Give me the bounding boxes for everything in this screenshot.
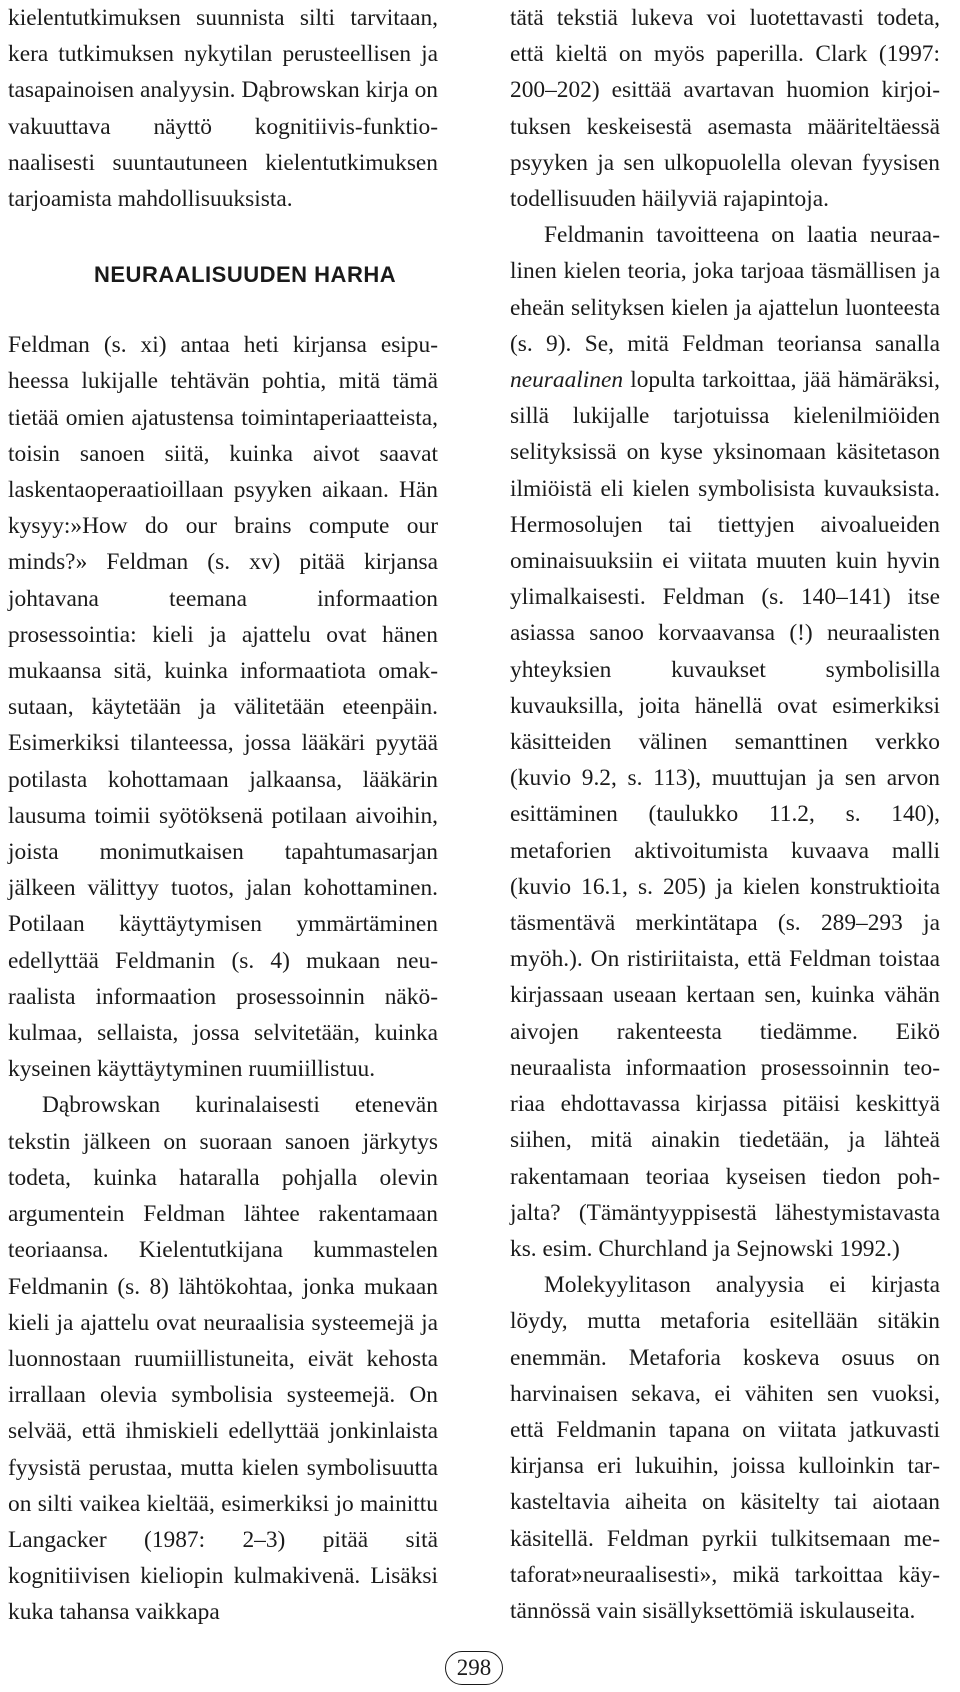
right-column xyxy=(510,0,940,1629)
paragraph xyxy=(510,217,940,1267)
paragraph: Feldman (s. xi) antaa heti kirjansa esipuheessa lukijalle tehtävän pohtia, mitä tämä tietää omien ajatustensa toimintaperiaatteista, toisin sanoen siitä, kuinka aivot saavat laskentaoperaatioillaan psyyken aikaan. Hän kysyy:»How do our brains compute our minds?» Feldman (s. xv) pitää kirjansa johtavana teemana informaation prosessointia: kieli ja ajattelu ovat hänen mukaansa sitä, kuinka informaatiota omaksutaan, käytetään ja välitetään eteenpäin. Esimerkiksi tilanteessa, jossa lääkäri pyytää potilasta kohottamaan jalkaansa, lääkärin lausuma toimii syötöksenä potilaan aivoihin, joista monimutkaisen tapahtumasarjan jälkeen välittyy tuotos, jalan kohottaminen. Potilaan käyttäytymisen ymmärtäminen edellyttää Feldmanin (s. 4) mukaan neuraalista informaation prosessoinnin näkökulmaa, sellaista, jossa selvitetään, kuinka kyseinen käyttäytyminen ruumiillistuu. xyxy=(8,332,438,1083)
left-column xyxy=(8,0,438,1631)
paragraph-text: lopulta tarkoittaa, jää hämäräksi, sillä lukijalle tarjotuissa kielenilmiöiden selityksissä on kyse yksinomaan käsitetason ilmiöistä eli kielen symbolisista kuvauksista. Hermosolujen tai tiettyjen aivoalueiden ominaisuuksiin ei viitata muuten kuin hyvin ylimalkaisesti. Feldman (s. 140–141) itse asiassa sanoo korvaavansa (!) neuraalisten yhteyksien kuvaukset symbolisilla kuvauksilla, joita hänellä ovat esimerkiksi käsitteiden välinen semanttinen verkko (kuvio 9.2, s. 113), muuttujan ja sen arvon esittäminen (taulukko 11.2, s. 140), metaforien aktivoitumista kuvaava malli (kuvio 16.1, s. 205) ja kielen konstruktioita täsmentävä merkintätapa (s. 289–293 ja myöh.). On ristiriitaista, että Feldman toistaa kirjassaan useaan kertaan sen, kuinka vähän aivojen rakenteesta tiedämme. Eikö neuraalista informaation prosessoinnin teoriaa ehdottavassa kirjassa pitäisi keskittyä siihen, mitä ainakin tiedetään, ja lähteä rakentamaan teoriaa kyseisen tiedon pohjalta? (Tämäntyyppisestä lähestymistavasta ks. esim. Churchland ja Sejnowski 1992.) xyxy=(510,367,940,1262)
paragraph: kielentutkimuksen suunnista silti tarvitaan, kera tutkimuksen nykytilan perusteellisen ja tasapainoisen analyysin. Dąbrowskan kirja on vakuuttava näyttö kognitiivis-funktionaalisesti suuntautuneen kielentutkimuksen tarjoamista mahdollisuuksista. xyxy=(8,5,438,213)
section-heading: NEURAALISUUDEN HARHA xyxy=(94,262,397,288)
italic-term: neuraalinen xyxy=(510,367,624,394)
paragraph-text: Feldmanin tavoitteena on laatia neuraalinen kielen teoria, joka tarjoaa täsmällisen ja eheän selityksen kielen ja ajattelun luonteesta (s. 9). Se, mitä Feldman teoriansa sanalla xyxy=(510,222,940,357)
page-number: 298 xyxy=(445,1651,503,1685)
paragraph: Dąbrowskan kurinalaisesti etenevän tekstin jälkeen on suoraan sanoen järkytys todeta, kuinka hataralla pohjalla olevin argumentein Feldman lähtee rakentamaan teoriaansa. Kielentutkijana kummastelen Feldmanin (s. 8) lähtökohtaa, jonka mukaan kieli ja ajattelu ovat neuraalisia systeemejä ja luonnostaan ruumiillistuneita, eivät kehosta irrallaan olevia symbolisia systeemejä. On selvää, että ihmiskieli edellyttää jonkinlaista fyysistä perustaa, mutta kielen symbolisuutta on silti vaikea kieltää, esimerkiksi jo mainittu Langacker (1987: 2–3) pitää sitä kognitiivisen kieliopin kulmakivenä. Lisäksi kuka tahansa vaikkapa xyxy=(8,1092,438,1626)
paragraph: Molekyylitason analyysia ei kirjasta löydy, mutta metaforia esitellään sitäkin enemmän. Metaforia koskeva osuus on harvinaisen sekava, ei vähiten sen vuoksi, että Feldmanin tapana on viitata jatkuvasti kirjansa eri lukuihin, joissa kulloinkin tarkasteltavia aiheita on käsitelty tai aiotaan käsitellä. Feldman pyrkii tulkitsemaan metaforat»neuraalisesti», mikä tarkoittaa käytännössä vain sisällyksettömiä iskulauseita. xyxy=(510,1272,940,1624)
paragraph: tätä tekstiä lukeva voi luotettavasti todeta, että kieltä on myös paperilla. Clark (1997: 200–202) esittää avartavan huomion kirjoituksen keskeisestä asemasta määriteltäessä psyyken ja sen ulkopuolella olevan fyysisen todellisuuden häilyviä rajapintoja. xyxy=(510,5,940,213)
